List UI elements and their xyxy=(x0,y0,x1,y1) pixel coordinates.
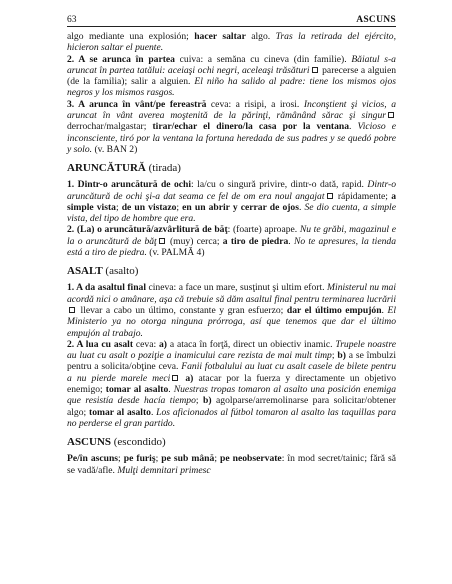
phrase-headword: 1. Dintr-o aruncătură de ochi xyxy=(67,179,192,191)
definition-text: a ataca în forţă, direct un obiectiv inamic. xyxy=(166,338,336,350)
punctuation: . xyxy=(298,201,305,213)
punctuation: ; xyxy=(115,201,122,213)
translation-text: (muy) cerca; xyxy=(166,235,223,247)
example-spanish: Se dio cuenta, a simple vista, del tipo de hombre que era. xyxy=(67,201,396,225)
punctuation: . xyxy=(150,406,157,418)
spanish-equivalent: de un vistazo xyxy=(121,201,177,213)
page-header xyxy=(67,14,396,27)
example-spanish: El Ministerio ya no otorga ninguna prórroga, así que tenemos que dar el último empujón al trabajo. xyxy=(67,304,396,339)
sense-ascuns-1 xyxy=(67,453,396,476)
example-spanish: El niño ha salido al padre: tiene los mismos ojos negros y los mismos rasgos. xyxy=(67,76,396,99)
spanish-equivalent: hacer saltar xyxy=(194,31,246,42)
example-romanian: Mulţi demnitari primesc xyxy=(117,464,211,476)
phrase-headword: 2. A se arunca în partea xyxy=(67,53,175,65)
headword: ASCUNS xyxy=(67,436,112,449)
spanish-equivalent: tomar al asalto xyxy=(89,406,151,418)
headword-gloss: (escondido) xyxy=(111,436,166,449)
square-bullet-icon xyxy=(69,307,75,313)
cross-reference: (v. BAN 2) xyxy=(92,143,138,155)
punctuation: ; xyxy=(176,201,183,213)
sense-aruncatura-1 xyxy=(67,179,396,224)
spanish-equivalent: dar el último empujón xyxy=(286,304,382,316)
definition-text: cuiva: a semăna cu cineva (din familie). xyxy=(174,53,352,65)
sense-arunca-3 xyxy=(67,99,396,155)
definition-text: : (foarte) aproape. xyxy=(227,224,300,236)
spanish-equivalent: tirar/echar el dinero/la casa por la ventana xyxy=(152,121,350,133)
example-romanian: Băiatul s-a aruncat în partea tatălui: aceiaşi ochi negri, aceleaşi trăsături xyxy=(67,53,396,76)
example-romanian: Inconştient şi vicios, a aruncat în vânt averea moştenită de la părinţi, rămânând sărac şi singur xyxy=(67,98,396,122)
spanish-equivalent: tomar al asalto xyxy=(105,384,169,396)
page-content xyxy=(67,31,396,476)
entry-heading-aruncatura xyxy=(67,161,396,175)
page-number: 63 xyxy=(67,15,77,25)
example-romanian: Dintr-o aruncătură de ochi şi-a dat seama ce fel de om era noul angajat xyxy=(67,179,396,202)
punctuation: ; xyxy=(118,453,124,465)
translation-text: derrochar/malgastar; xyxy=(67,121,153,133)
definition-text: : la/cu o singură privire, dintr-o dată, rapid. xyxy=(191,179,368,191)
cross-reference: (v. PALMĂ 4) xyxy=(146,247,205,259)
punctuation: ; xyxy=(331,350,338,362)
sense-aruncatura-2 xyxy=(67,224,396,258)
subsense-label: b) xyxy=(203,395,212,407)
running-head: ASCUNS xyxy=(356,15,396,25)
subsense-label: a) xyxy=(158,338,167,350)
example-spanish: Vicioso e inconsciente, tiró por la ventana la fortuna heredada de sus padres y se quedó pobre y solo. xyxy=(67,121,396,155)
example-romanian: Fanii fotbalului au luat cu asalt casele de bilete pentru a nu pierde marele meci xyxy=(67,361,397,384)
translation-text: atacar por la fuerza y directamente un objetivo enemigo; xyxy=(67,372,396,396)
punctuation: . xyxy=(349,121,358,133)
translation-text: parecerse a alguien (de la familia); salir a alguien. xyxy=(67,64,396,88)
sense-asalt-2 xyxy=(67,339,396,429)
example-spanish: No te apresures, la tienda está a tiro de piedra. xyxy=(67,235,396,259)
subsense-label: b) xyxy=(337,350,346,362)
sense-asalt-1 xyxy=(67,282,396,338)
definition-text: ceva: a risipi, a irosi. xyxy=(206,98,304,110)
translation-text: llevar a cabo un último, constante y gran esfuerzo; xyxy=(77,304,287,316)
square-bullet-icon xyxy=(172,375,178,381)
punctuation: . xyxy=(381,304,388,316)
spanish-equivalent: a tiro de piedra xyxy=(222,235,289,247)
example-spanish: Tras la retirada del ejército, hicieron saltar el puente. xyxy=(67,31,397,54)
example-romanian: Ministerul nu mai acordă nici o amânare, aşa că trebuie să dăm asaltul final pentru terminarea lucrării xyxy=(67,282,396,305)
spanish-equivalent: a simple vista xyxy=(67,190,396,213)
headword: ASALT xyxy=(67,265,103,278)
punctuation: ; xyxy=(214,453,221,465)
punctuation: ; xyxy=(155,453,162,465)
square-bullet-icon xyxy=(327,193,333,199)
punctuation: . xyxy=(168,384,174,396)
headword-gloss: (asalto) xyxy=(102,265,139,278)
entry-heading-ascuns xyxy=(67,435,396,449)
example-spanish: Los aficionados al fútbol tomaron al asalto las taquillas para no perderse el gran partido. xyxy=(67,406,396,429)
headword-gloss: (tirada) xyxy=(145,162,181,175)
translation-text: rápidamente; xyxy=(334,190,392,202)
square-bullet-icon xyxy=(312,67,318,73)
definition-text: algo. xyxy=(245,31,276,42)
square-bullet-icon xyxy=(388,112,394,118)
phrase-headword: pe sub mână xyxy=(161,453,215,465)
spanish-equivalent: en un abrir y cerrar de ojos xyxy=(182,201,299,213)
definition-text: ceva: xyxy=(133,338,159,350)
definition-text: cineva: a face un mare, susţinut şi ultim efort. xyxy=(146,282,328,294)
phrase-headword: 2. A lua cu asalt xyxy=(67,338,134,350)
square-bullet-icon xyxy=(159,238,165,244)
translation-text: agolparse/arremolinarse para solicitar/obtener algo; xyxy=(67,395,396,418)
phrase-headword: pe furiş xyxy=(123,453,156,465)
entry-heading-asalt xyxy=(67,264,396,278)
phrase-headword: 1. A da asaltul final xyxy=(67,282,147,294)
sense-arunca-2 xyxy=(67,54,396,99)
entry-continuation xyxy=(67,31,396,54)
example-romanian: Nu te grăbi, magazinul e la o aruncătură de băţ xyxy=(67,224,396,247)
headword: ARUNCĂTURĂ xyxy=(67,162,146,175)
phrase-headword: 2. (La) o aruncătură/azvârlitură de băţ xyxy=(67,224,228,236)
punctuation: . xyxy=(288,235,294,247)
definition-text: a se îmbulzi pentru a solicita/obţine ceva. xyxy=(67,350,396,373)
example-romanian: Trupele noastre au luat cu asalt o poziţie a inamicului care rezista de mai mult timp xyxy=(67,338,396,362)
example-spanish: Nuestras tropas tomaron al asalto una posición enemiga que resistía desde hacía tiempo xyxy=(67,384,397,407)
definition-text: algo mediante una explosión; xyxy=(67,31,195,42)
punctuation: ; xyxy=(195,395,204,407)
definition-text: : în mod secret/tainic; fără să se vadă/afle. xyxy=(67,453,397,476)
phrase-headword: Pe/în ascuns xyxy=(67,453,119,465)
phrase-headword: pe neobservate xyxy=(220,453,282,465)
subsense-label: a) xyxy=(185,372,194,384)
phrase-headword: 3. A arunca în vânt/pe fereastră xyxy=(67,98,207,110)
